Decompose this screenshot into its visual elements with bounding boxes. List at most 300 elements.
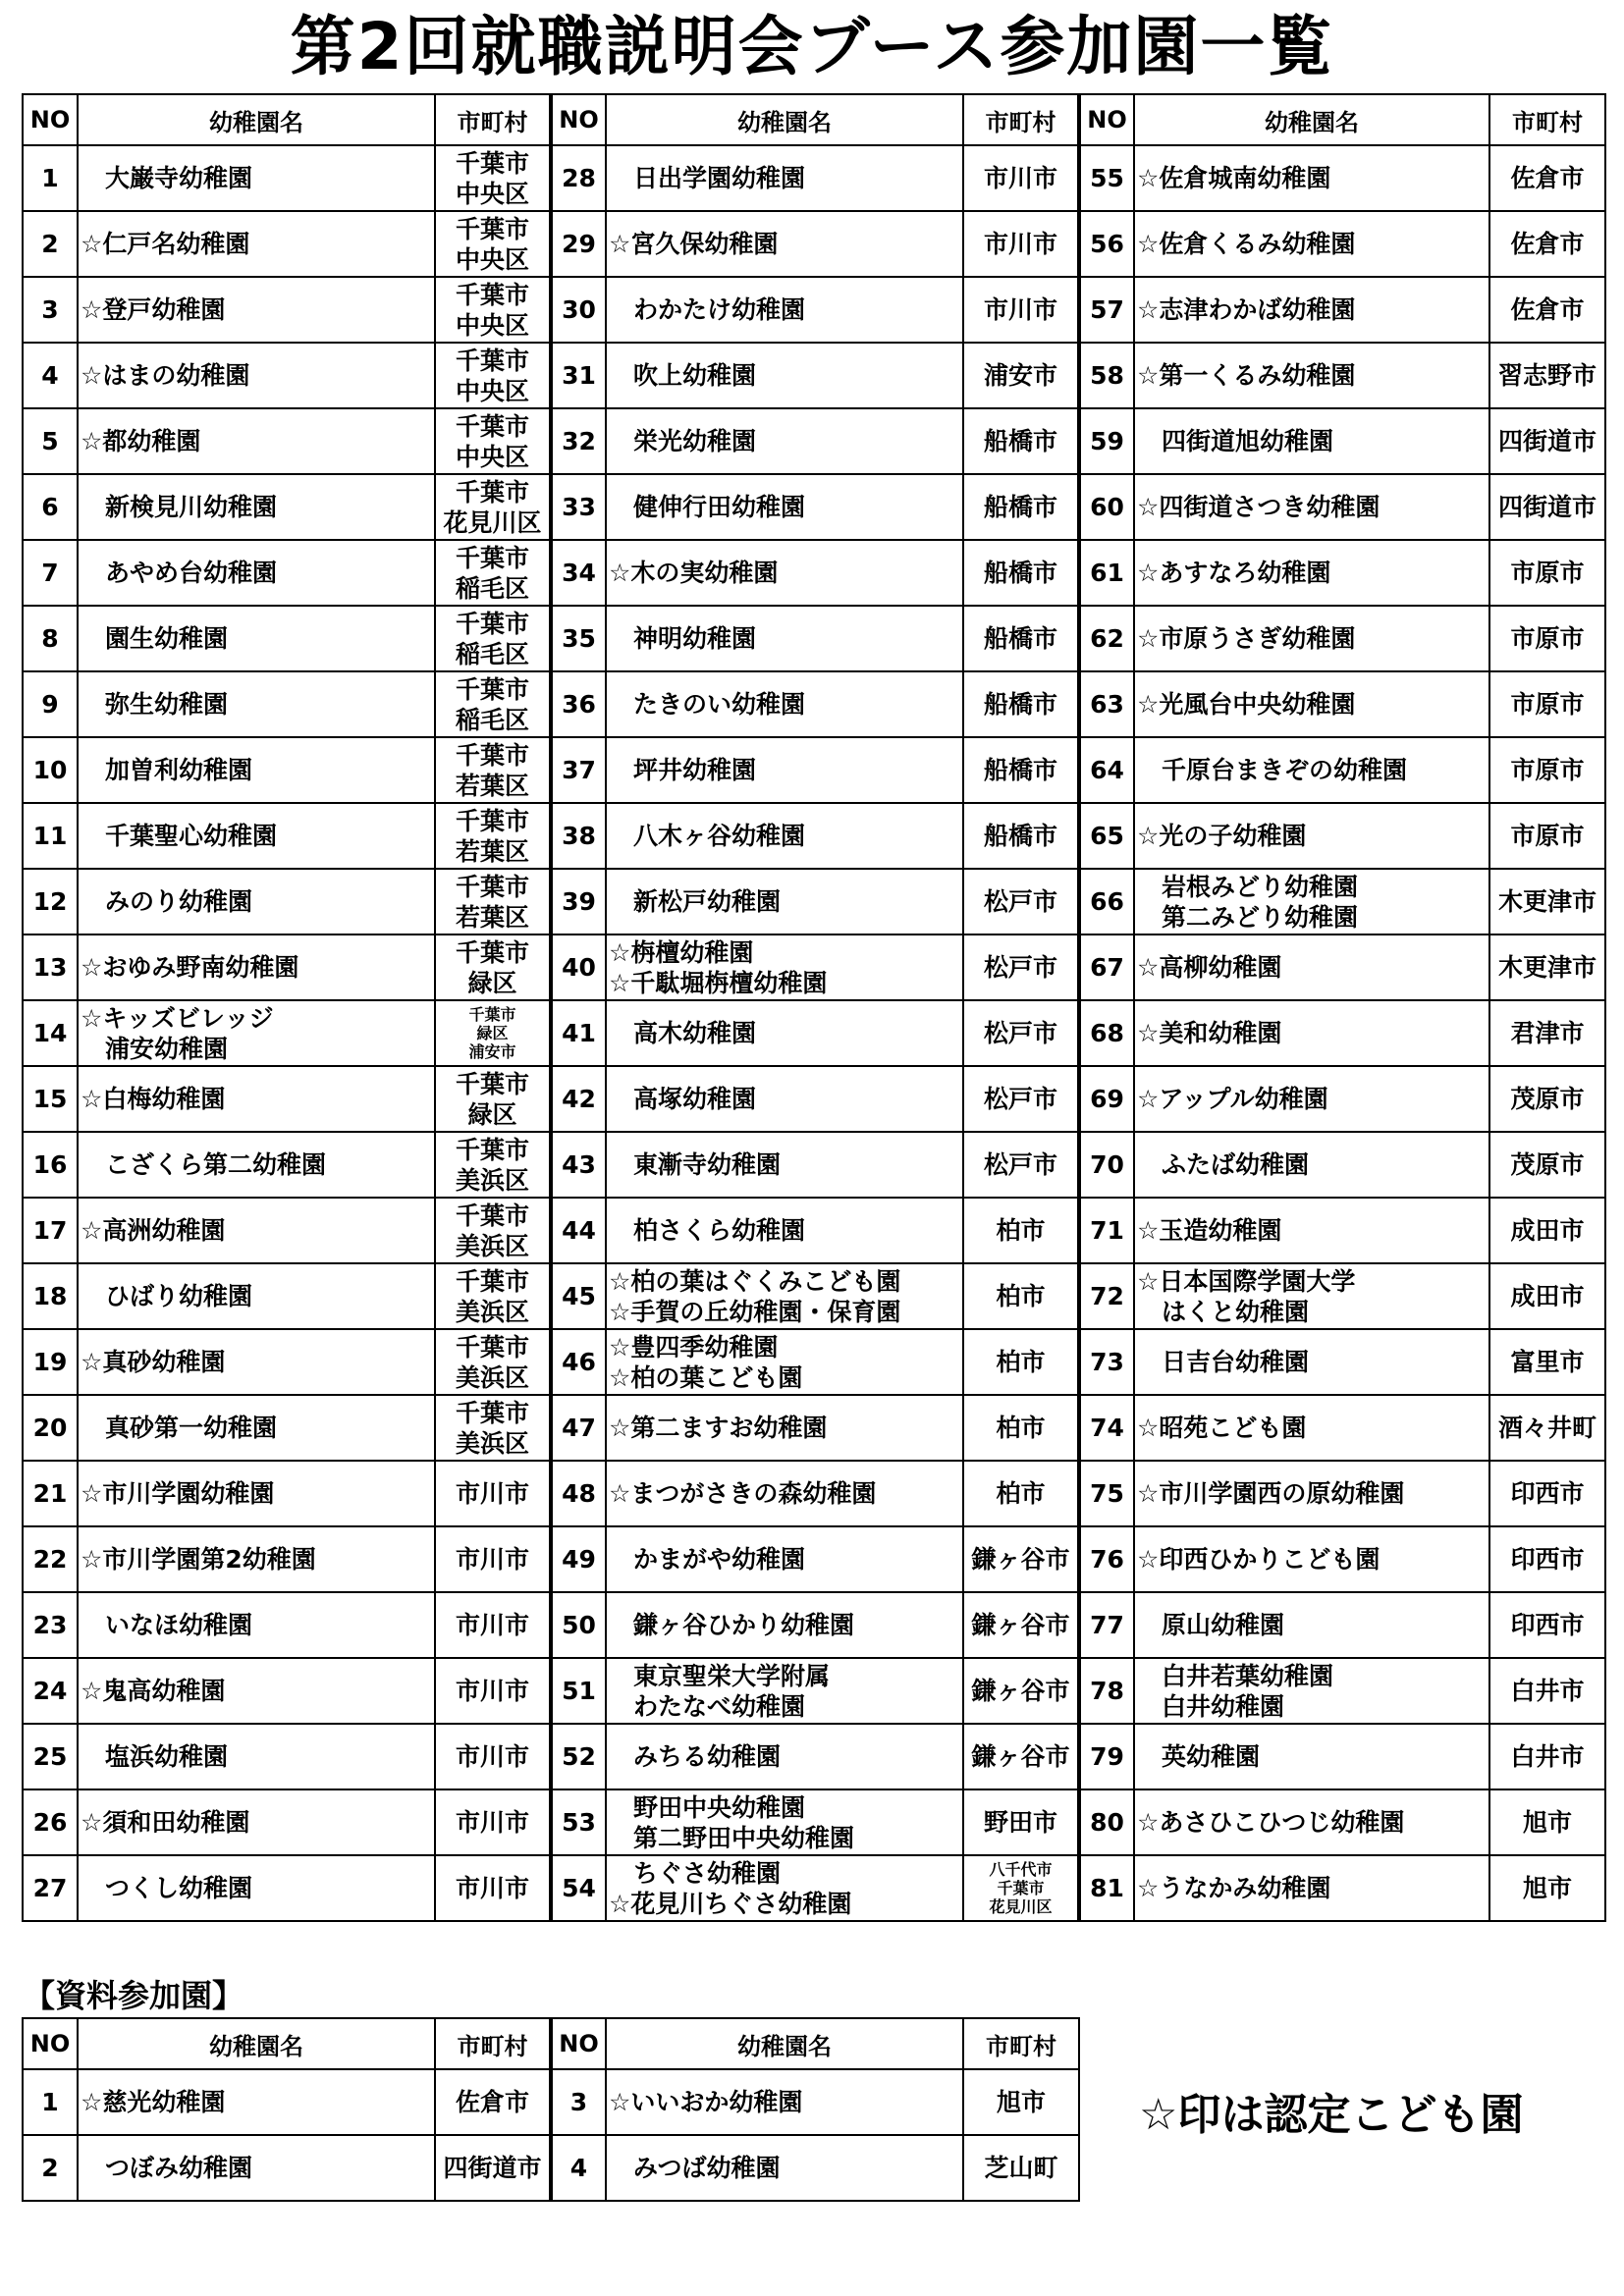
entry-number: 12 — [23, 869, 78, 934]
municipality: 船橋市 — [963, 540, 1079, 606]
table-row — [23, 474, 1605, 540]
kindergarten-name: ☆いいおか幼稚園 — [606, 2069, 963, 2135]
material-participants-heading: 【資料参加園】 — [24, 1977, 244, 2014]
entry-number: 19 — [23, 1329, 78, 1395]
entry-number: 6 — [23, 474, 78, 540]
kindergarten-name: ☆高洲幼稚園 — [78, 1198, 435, 1263]
kindergarten-name: ☆佐倉城南幼稚園 — [1134, 145, 1489, 211]
header-city: 市町村 — [1489, 94, 1605, 145]
kindergarten-name: 八木ヶ谷幼稚園 — [606, 803, 963, 869]
entry-number: 58 — [1079, 343, 1134, 408]
entry-number: 8 — [23, 606, 78, 671]
entry-number: 30 — [551, 277, 606, 343]
municipality: 千葉市 若葉区 — [435, 737, 551, 803]
entry-number: 61 — [1079, 540, 1134, 606]
entry-number: 10 — [23, 737, 78, 803]
kindergarten-name: 岩根みどり幼稚園 第二みどり幼稚園 — [1134, 869, 1489, 934]
table-row — [23, 145, 1605, 211]
municipality: 千葉市 緑区 — [435, 934, 551, 1000]
kindergarten-name: 加曽利幼稚園 — [78, 737, 435, 803]
municipality: 千葉市 中央区 — [435, 145, 551, 211]
table-row — [23, 1658, 1605, 1724]
kindergarten-name: ☆登戸幼稚園 — [78, 277, 435, 343]
kindergarten-name: 日吉台幼稚園 — [1134, 1329, 1489, 1395]
entry-number: 59 — [1079, 408, 1134, 474]
municipality: 市川市 — [435, 1658, 551, 1724]
entry-number: 70 — [1079, 1132, 1134, 1198]
kindergarten-name: 東漸寺幼稚園 — [606, 1132, 963, 1198]
table-row — [23, 1526, 1605, 1592]
kindergarten-name: ☆光風台中央幼稚園 — [1134, 671, 1489, 737]
kindergarten-name: ☆都幼稚園 — [78, 408, 435, 474]
kindergarten-name: 坪井幼稚園 — [606, 737, 963, 803]
municipality: 市原市 — [1489, 671, 1605, 737]
municipality: 鎌ヶ谷市 — [963, 1724, 1079, 1789]
table-row — [23, 2135, 1079, 2201]
entry-number: 53 — [551, 1789, 606, 1855]
entry-number: 3 — [551, 2069, 606, 2135]
entry-number: 41 — [551, 1000, 606, 1066]
municipality: 松戸市 — [963, 1066, 1079, 1132]
kindergarten-name: 東京聖栄大学附属 わたなべ幼稚園 — [606, 1658, 963, 1724]
entry-number: 69 — [1079, 1066, 1134, 1132]
municipality: 市川市 — [963, 145, 1079, 211]
entry-number: 55 — [1079, 145, 1134, 211]
municipality: 市原市 — [1489, 803, 1605, 869]
kindergarten-name: ☆佐倉くるみ幼稚園 — [1134, 211, 1489, 277]
municipality: 市川市 — [435, 1526, 551, 1592]
table-row — [23, 2069, 1079, 2135]
municipality: 千葉市 緑区 浦安市 — [435, 1000, 551, 1066]
table-row — [23, 606, 1605, 671]
municipality: 鎌ヶ谷市 — [963, 1658, 1079, 1724]
entry-number: 45 — [551, 1263, 606, 1329]
entry-number: 33 — [551, 474, 606, 540]
header-city: 市町村 — [963, 94, 1079, 145]
table-row — [23, 1066, 1605, 1132]
entry-number: 67 — [1079, 934, 1134, 1000]
municipality: 佐倉市 — [1489, 277, 1605, 343]
kindergarten-name: 柏さくら幼稚園 — [606, 1198, 963, 1263]
municipality: 千葉市 美浜区 — [435, 1395, 551, 1461]
kindergarten-name: 塩浜幼稚園 — [78, 1724, 435, 1789]
municipality: 千葉市 稲毛区 — [435, 671, 551, 737]
kindergarten-name: 真砂第一幼稚園 — [78, 1395, 435, 1461]
kindergarten-name: 栄光幼稚園 — [606, 408, 963, 474]
entry-number: 26 — [23, 1789, 78, 1855]
kindergarten-name: ☆市川学園第2幼稚園 — [78, 1526, 435, 1592]
municipality: 四街道市 — [1489, 408, 1605, 474]
municipality: 千葉市 若葉区 — [435, 803, 551, 869]
entry-number: 72 — [1079, 1263, 1134, 1329]
municipality: 野田市 — [963, 1789, 1079, 1855]
municipality: 成田市 — [1489, 1263, 1605, 1329]
table-row — [23, 211, 1605, 277]
kindergarten-name: 高木幼稚園 — [606, 1000, 963, 1066]
entry-number: 17 — [23, 1198, 78, 1263]
table-row — [23, 1461, 1605, 1526]
entry-number: 57 — [1079, 277, 1134, 343]
municipality: 柏市 — [963, 1263, 1079, 1329]
kindergarten-name: ☆第二ますお幼稚園 — [606, 1395, 963, 1461]
kindergarten-name: ☆豊四季幼稚園 ☆柏の葉こども園 — [606, 1329, 963, 1395]
header-name: 幼稚園名 — [78, 2018, 435, 2069]
entry-number: 43 — [551, 1132, 606, 1198]
entry-number: 4 — [23, 343, 78, 408]
entry-number: 28 — [551, 145, 606, 211]
entry-number: 37 — [551, 737, 606, 803]
table-row — [23, 540, 1605, 606]
entry-number: 47 — [551, 1395, 606, 1461]
kindergarten-name: ☆須和田幼稚園 — [78, 1789, 435, 1855]
kindergarten-name: 神明幼稚園 — [606, 606, 963, 671]
kindergarten-name: 鎌ヶ谷ひかり幼稚園 — [606, 1592, 963, 1658]
municipality: 成田市 — [1489, 1198, 1605, 1263]
entry-number: 79 — [1079, 1724, 1134, 1789]
table-row — [23, 408, 1605, 474]
entry-number: 66 — [1079, 869, 1134, 934]
municipality: 市原市 — [1489, 737, 1605, 803]
municipality: 市川市 — [435, 1789, 551, 1855]
municipality: 八千代市 千葉市 花見川区 — [963, 1855, 1079, 1921]
kindergarten-name: ☆光の子幼稚園 — [1134, 803, 1489, 869]
entry-number: 52 — [551, 1724, 606, 1789]
entry-number: 39 — [551, 869, 606, 934]
municipality: 佐倉市 — [1489, 211, 1605, 277]
municipality: 柏市 — [963, 1198, 1079, 1263]
municipality: 市原市 — [1489, 606, 1605, 671]
entry-number: 46 — [551, 1329, 606, 1395]
kindergarten-name: ☆はまの幼稚園 — [78, 343, 435, 408]
kindergarten-name: ☆昭苑こども園 — [1134, 1395, 1489, 1461]
municipality: 旭市 — [963, 2069, 1079, 2135]
entry-number: 23 — [23, 1592, 78, 1658]
kindergarten-name: わかたけ幼稚園 — [606, 277, 963, 343]
municipality: 千葉市 美浜区 — [435, 1132, 551, 1198]
entry-number: 78 — [1079, 1658, 1134, 1724]
municipality: 松戸市 — [963, 1000, 1079, 1066]
entry-number: 22 — [23, 1526, 78, 1592]
entry-number: 80 — [1079, 1789, 1134, 1855]
municipality: 千葉市 緑区 — [435, 1066, 551, 1132]
entry-number: 56 — [1079, 211, 1134, 277]
entry-number: 62 — [1079, 606, 1134, 671]
municipality: 佐倉市 — [1489, 145, 1605, 211]
municipality: 芝山町 — [963, 2135, 1079, 2201]
entry-number: 21 — [23, 1461, 78, 1526]
kindergarten-name: 日出学園幼稚園 — [606, 145, 963, 211]
kindergarten-name: ☆キッズビレッジ 浦安幼稚園 — [78, 1000, 435, 1066]
header-name: 幼稚園名 — [606, 94, 963, 145]
material-participants-table — [22, 2017, 1080, 2202]
table-row — [23, 1592, 1605, 1658]
municipality: 千葉市 稲毛区 — [435, 540, 551, 606]
header-no: NO — [23, 94, 78, 145]
kindergarten-name: みのり幼稚園 — [78, 869, 435, 934]
kindergarten-name: 千原台まきぞの幼稚園 — [1134, 737, 1489, 803]
kindergarten-name: ちぐさ幼稚園 ☆花見川ちぐさ幼稚園 — [606, 1855, 963, 1921]
municipality: 千葉市 美浜区 — [435, 1198, 551, 1263]
header-no: NO — [551, 94, 606, 145]
municipality: 木更津市 — [1489, 869, 1605, 934]
municipality: 木更津市 — [1489, 934, 1605, 1000]
entry-number: 48 — [551, 1461, 606, 1526]
municipality: 印西市 — [1489, 1592, 1605, 1658]
entry-number: 3 — [23, 277, 78, 343]
entry-number: 9 — [23, 671, 78, 737]
municipality: 船橋市 — [963, 606, 1079, 671]
entry-number: 74 — [1079, 1395, 1134, 1461]
municipality: 船橋市 — [963, 474, 1079, 540]
municipality: 千葉市 美浜区 — [435, 1263, 551, 1329]
kindergarten-name: 原山幼稚園 — [1134, 1592, 1489, 1658]
municipality: 柏市 — [963, 1395, 1079, 1461]
municipality: 市川市 — [435, 1461, 551, 1526]
certified-kodomoen-note: ☆印は認定こども園 — [1139, 2090, 1524, 2140]
entry-number: 15 — [23, 1066, 78, 1132]
kindergarten-name: ☆木の実幼稚園 — [606, 540, 963, 606]
kindergarten-name: ☆まつがさきの森幼稚園 — [606, 1461, 963, 1526]
kindergarten-name: ☆アップル幼稚園 — [1134, 1066, 1489, 1132]
municipality: 茂原市 — [1489, 1132, 1605, 1198]
municipality: 千葉市 稲毛区 — [435, 606, 551, 671]
entry-number: 54 — [551, 1855, 606, 1921]
entry-number: 64 — [1079, 737, 1134, 803]
entry-number: 20 — [23, 1395, 78, 1461]
header-city: 市町村 — [435, 2018, 551, 2069]
municipality: 旭市 — [1489, 1789, 1605, 1855]
table-row — [23, 1855, 1605, 1921]
municipality: 白井市 — [1489, 1724, 1605, 1789]
municipality: 船橋市 — [963, 408, 1079, 474]
entry-number: 4 — [551, 2135, 606, 2201]
entry-number: 77 — [1079, 1592, 1134, 1658]
municipality: 柏市 — [963, 1329, 1079, 1395]
kindergarten-name: いなほ幼稚園 — [78, 1592, 435, 1658]
municipality: 市原市 — [1489, 540, 1605, 606]
kindergarten-name: ☆玉造幼稚園 — [1134, 1198, 1489, 1263]
entry-number: 71 — [1079, 1198, 1134, 1263]
kindergarten-name: ☆白梅幼稚園 — [78, 1066, 435, 1132]
entry-number: 42 — [551, 1066, 606, 1132]
municipality: 松戸市 — [963, 934, 1079, 1000]
entry-number: 29 — [551, 211, 606, 277]
kindergarten-name: ☆高柳幼稚園 — [1134, 934, 1489, 1000]
table-row — [23, 1263, 1605, 1329]
entry-number: 49 — [551, 1526, 606, 1592]
kindergarten-name: ☆市川学園幼稚園 — [78, 1461, 435, 1526]
entry-number: 36 — [551, 671, 606, 737]
entry-number: 1 — [23, 145, 78, 211]
municipality: 印西市 — [1489, 1461, 1605, 1526]
entry-number: 60 — [1079, 474, 1134, 540]
kindergarten-name: 吹上幼稚園 — [606, 343, 963, 408]
page-title: 第2回就職説明会ブース参加園一覧 — [290, 9, 1334, 84]
entry-number: 11 — [23, 803, 78, 869]
entry-number: 1 — [23, 2069, 78, 2135]
table-row — [23, 1198, 1605, 1263]
kindergarten-name: ☆真砂幼稚園 — [78, 1329, 435, 1395]
kindergarten-name: ☆美和幼稚園 — [1134, 1000, 1489, 1066]
kindergarten-name: 弥生幼稚園 — [78, 671, 435, 737]
kindergarten-name: 大巌寺幼稚園 — [78, 145, 435, 211]
entry-number: 38 — [551, 803, 606, 869]
kindergarten-name: 英幼稚園 — [1134, 1724, 1489, 1789]
municipality: 千葉市 中央区 — [435, 277, 551, 343]
entry-number: 68 — [1079, 1000, 1134, 1066]
municipality: 千葉市 中央区 — [435, 343, 551, 408]
municipality: 酒々井町 — [1489, 1395, 1605, 1461]
municipality: 千葉市 若葉区 — [435, 869, 551, 934]
kindergarten-name: ひばり幼稚園 — [78, 1263, 435, 1329]
municipality: 市川市 — [963, 277, 1079, 343]
municipality: 浦安市 — [963, 343, 1079, 408]
kindergarten-name: ☆うなかみ幼稚園 — [1134, 1855, 1489, 1921]
kindergarten-name: みちる幼稚園 — [606, 1724, 963, 1789]
kindergarten-name: 野田中央幼稚園 第二野田中央幼稚園 — [606, 1789, 963, 1855]
municipality: 富里市 — [1489, 1329, 1605, 1395]
table-row — [23, 934, 1605, 1000]
table-row — [23, 1000, 1605, 1066]
entry-number: 7 — [23, 540, 78, 606]
entry-number: 14 — [23, 1000, 78, 1066]
kindergarten-name: ☆栴檀幼稚園 ☆千駄堀栴檀幼稚園 — [606, 934, 963, 1000]
kindergarten-name: つくし幼稚園 — [78, 1855, 435, 1921]
kindergarten-name: こざくら第二幼稚園 — [78, 1132, 435, 1198]
kindergarten-name: 健伸行田幼稚園 — [606, 474, 963, 540]
kindergarten-name: つぼみ幼稚園 — [78, 2135, 435, 2201]
entry-number: 2 — [23, 2135, 78, 2201]
kindergarten-name: ☆志津わかば幼稚園 — [1134, 277, 1489, 343]
header-name: 幼稚園名 — [78, 94, 435, 145]
table-row — [23, 1789, 1605, 1855]
table-row — [23, 1395, 1605, 1461]
kindergarten-name: ☆第一くるみ幼稚園 — [1134, 343, 1489, 408]
kindergarten-name: 新松戸幼稚園 — [606, 869, 963, 934]
municipality: 市川市 — [435, 1855, 551, 1921]
kindergarten-name: ☆市原うさぎ幼稚園 — [1134, 606, 1489, 671]
header-no: NO — [23, 2018, 78, 2069]
entry-number: 27 — [23, 1855, 78, 1921]
header-city: 市町村 — [963, 2018, 1079, 2069]
municipality: 君津市 — [1489, 1000, 1605, 1066]
kindergarten-name: ☆市川学園西の原幼稚園 — [1134, 1461, 1489, 1526]
table-header-row — [23, 94, 1605, 145]
municipality: 市川市 — [963, 211, 1079, 277]
entry-number: 5 — [23, 408, 78, 474]
municipality: 四街道市 — [1489, 474, 1605, 540]
entry-number: 76 — [1079, 1526, 1134, 1592]
municipality: 千葉市 中央区 — [435, 408, 551, 474]
entry-number: 73 — [1079, 1329, 1134, 1395]
entry-number: 44 — [551, 1198, 606, 1263]
municipality: 千葉市 中央区 — [435, 211, 551, 277]
kindergarten-name: ☆慈光幼稚園 — [78, 2069, 435, 2135]
entry-number: 75 — [1079, 1461, 1134, 1526]
municipality: 市川市 — [435, 1592, 551, 1658]
table-row — [23, 277, 1605, 343]
booth-participants-table — [22, 93, 1606, 1922]
kindergarten-name: ☆あさひこひつじ幼稚園 — [1134, 1789, 1489, 1855]
municipality: 船橋市 — [963, 803, 1079, 869]
table-row — [23, 1724, 1605, 1789]
entry-number: 40 — [551, 934, 606, 1000]
kindergarten-name: 新検見川幼稚園 — [78, 474, 435, 540]
municipality: 松戸市 — [963, 1132, 1079, 1198]
kindergarten-name: 四街道旭幼稚園 — [1134, 408, 1489, 474]
entry-number: 63 — [1079, 671, 1134, 737]
entry-number: 50 — [551, 1592, 606, 1658]
entry-number: 2 — [23, 211, 78, 277]
header-city: 市町村 — [435, 94, 551, 145]
kindergarten-name: ☆おゆみ野南幼稚園 — [78, 934, 435, 1000]
table-header-row — [23, 2018, 1079, 2069]
header-name: 幼稚園名 — [606, 2018, 963, 2069]
municipality: 船橋市 — [963, 737, 1079, 803]
entry-number: 65 — [1079, 803, 1134, 869]
table-row — [23, 343, 1605, 408]
kindergarten-name: ☆四街道さつき幼稚園 — [1134, 474, 1489, 540]
municipality: 柏市 — [963, 1461, 1079, 1526]
municipality: 鎌ヶ谷市 — [963, 1592, 1079, 1658]
entry-number: 51 — [551, 1658, 606, 1724]
kindergarten-name: 白井若葉幼稚園 白井幼稚園 — [1134, 1658, 1489, 1724]
kindergarten-name: 千葉聖心幼稚園 — [78, 803, 435, 869]
entry-number: 31 — [551, 343, 606, 408]
table-row — [23, 737, 1605, 803]
kindergarten-name: あやめ台幼稚園 — [78, 540, 435, 606]
entry-number: 16 — [23, 1132, 78, 1198]
header-name: 幼稚園名 — [1134, 94, 1489, 145]
entry-number: 25 — [23, 1724, 78, 1789]
entry-number: 13 — [23, 934, 78, 1000]
municipality: 佐倉市 — [435, 2069, 551, 2135]
kindergarten-name: ☆宮久保幼稚園 — [606, 211, 963, 277]
municipality: 習志野市 — [1489, 343, 1605, 408]
municipality: 松戸市 — [963, 869, 1079, 934]
kindergarten-name: ふたば幼稚園 — [1134, 1132, 1489, 1198]
entry-number: 18 — [23, 1263, 78, 1329]
entry-number: 32 — [551, 408, 606, 474]
kindergarten-name: みつば幼稚園 — [606, 2135, 963, 2201]
kindergarten-name: ☆仁戸名幼稚園 — [78, 211, 435, 277]
kindergarten-name: ☆印西ひかりこども園 — [1134, 1526, 1489, 1592]
municipality: 白井市 — [1489, 1658, 1605, 1724]
table-row — [23, 1132, 1605, 1198]
table-row — [23, 1329, 1605, 1395]
municipality: 四街道市 — [435, 2135, 551, 2201]
table-row — [23, 803, 1605, 869]
municipality: 茂原市 — [1489, 1066, 1605, 1132]
kindergarten-name: かまがや幼稚園 — [606, 1526, 963, 1592]
header-no: NO — [1079, 94, 1134, 145]
kindergarten-name: たきのい幼稚園 — [606, 671, 963, 737]
municipality: 船橋市 — [963, 671, 1079, 737]
municipality: 千葉市 花見川区 — [435, 474, 551, 540]
kindergarten-name: ☆日本国際学園大学 はくと幼稚園 — [1134, 1263, 1489, 1329]
municipality: 印西市 — [1489, 1526, 1605, 1592]
table-row — [23, 869, 1605, 934]
entry-number: 24 — [23, 1658, 78, 1724]
kindergarten-name: 園生幼稚園 — [78, 606, 435, 671]
entry-number: 34 — [551, 540, 606, 606]
header-no: NO — [551, 2018, 606, 2069]
kindergarten-name: ☆柏の葉はぐくみこども園 ☆手賀の丘幼稚園・保育園 — [606, 1263, 963, 1329]
kindergarten-name: 高塚幼稚園 — [606, 1066, 963, 1132]
municipality: 旭市 — [1489, 1855, 1605, 1921]
municipality: 鎌ヶ谷市 — [963, 1526, 1079, 1592]
entry-number: 35 — [551, 606, 606, 671]
